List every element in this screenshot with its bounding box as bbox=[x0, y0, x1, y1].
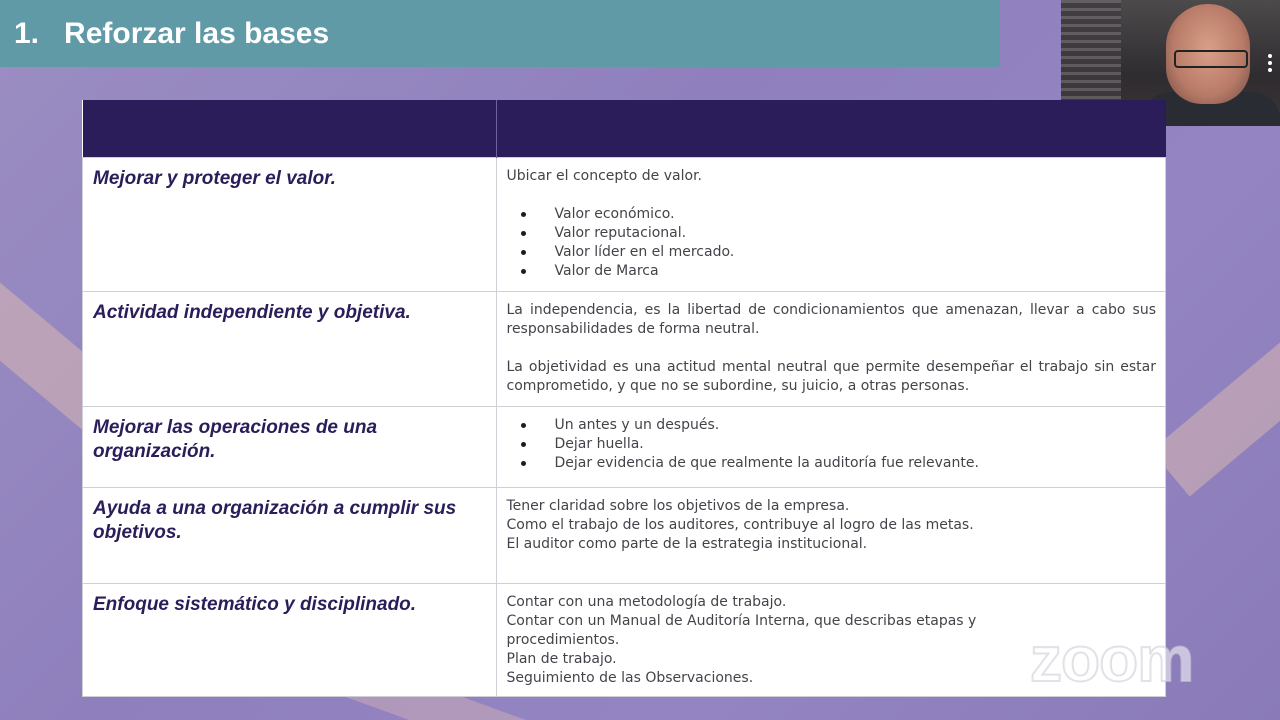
list-item: Valor económico. bbox=[507, 205, 1157, 224]
table-header-row bbox=[83, 100, 1166, 158]
background-stripe bbox=[1151, 283, 1280, 496]
glasses-shape bbox=[1174, 50, 1248, 68]
list-item: Un antes y un después. bbox=[507, 416, 1157, 435]
table-cell-label bbox=[83, 158, 497, 292]
table-cell-content bbox=[496, 407, 1166, 488]
bullet-icon bbox=[521, 423, 526, 428]
slide-title-bar bbox=[0, 0, 1000, 67]
row-line: Contar con un Manual de Auditoría Interna, que describas etapas y procedimientos. bbox=[506, 613, 977, 648]
bullet-list bbox=[507, 416, 1157, 473]
table-cell-label bbox=[83, 584, 497, 697]
row-label: Mejorar las operaciones de una organización. bbox=[93, 417, 378, 462]
table-cell-content bbox=[496, 488, 1166, 584]
row-paragraph: La objetividad es una actitud mental neutral que permite desempeñar el trabajo sin estar comprometido, y que no se subordine, su juicio, a otras personas. bbox=[506, 359, 1156, 394]
row-label: Actividad independiente y objetiva. bbox=[93, 302, 411, 323]
table-row bbox=[83, 407, 1166, 488]
table-cell-label bbox=[83, 407, 497, 488]
table-cell-content bbox=[496, 292, 1166, 407]
row-intro: Ubicar el concepto de valor. bbox=[506, 168, 702, 184]
table-row bbox=[83, 158, 1166, 292]
bullet-icon bbox=[521, 442, 526, 447]
row-line: Seguimiento de las Observaciones. bbox=[506, 670, 754, 686]
content-table bbox=[82, 100, 1166, 697]
row-line: Contar con una metodología de trabajo. bbox=[506, 594, 787, 610]
list-item: Dejar huella. bbox=[507, 435, 1157, 454]
row-label: Enfoque sistemático y disciplinado. bbox=[93, 594, 417, 615]
row-line: El auditor como parte de la estrategia institucional. bbox=[506, 536, 868, 552]
table-header-cell bbox=[83, 100, 497, 158]
list-item: Valor líder en el mercado. bbox=[507, 243, 1157, 262]
bullet-list bbox=[507, 205, 1157, 281]
list-item: Valor de Marca bbox=[507, 262, 1157, 281]
table-row bbox=[83, 584, 1166, 697]
row-label: Ayuda a una organización a cumplir sus objetivos. bbox=[93, 498, 457, 543]
bullet-icon bbox=[521, 250, 526, 255]
table-cell-content bbox=[496, 584, 1166, 697]
list-item: Valor reputacional. bbox=[507, 224, 1157, 243]
table-row bbox=[83, 292, 1166, 407]
row-line: Tener claridad sobre los objetivos de la empresa. bbox=[506, 498, 850, 514]
row-line: Plan de trabajo. bbox=[506, 651, 617, 667]
bullet-icon bbox=[521, 231, 526, 236]
row-paragraph: La independencia, es la libertad de condicionamientos que amenazan, llevar a cabo sus responsabilidades de forma neutral. bbox=[506, 302, 1156, 337]
slide-title: 1. Reforzar las bases bbox=[14, 16, 330, 50]
table-cell-label bbox=[83, 488, 497, 584]
row-line: Como el trabajo de los auditores, contribuye al logro de las metas. bbox=[506, 517, 974, 533]
window-blinds bbox=[1061, 0, 1121, 100]
table-row bbox=[83, 488, 1166, 584]
zoom-watermark: zoom bbox=[1030, 623, 1194, 695]
more-options-icon[interactable] bbox=[1268, 54, 1274, 72]
table-cell-content bbox=[496, 158, 1166, 292]
table-cell-label bbox=[83, 292, 497, 407]
list-item: Dejar evidencia de que realmente la auditoría fue relevante. bbox=[507, 454, 1157, 473]
bullet-icon bbox=[521, 212, 526, 217]
row-label: Mejorar y proteger el valor. bbox=[93, 168, 336, 189]
bullet-icon bbox=[521, 269, 526, 274]
bullet-icon bbox=[521, 461, 526, 466]
table-header-cell bbox=[496, 100, 1166, 158]
